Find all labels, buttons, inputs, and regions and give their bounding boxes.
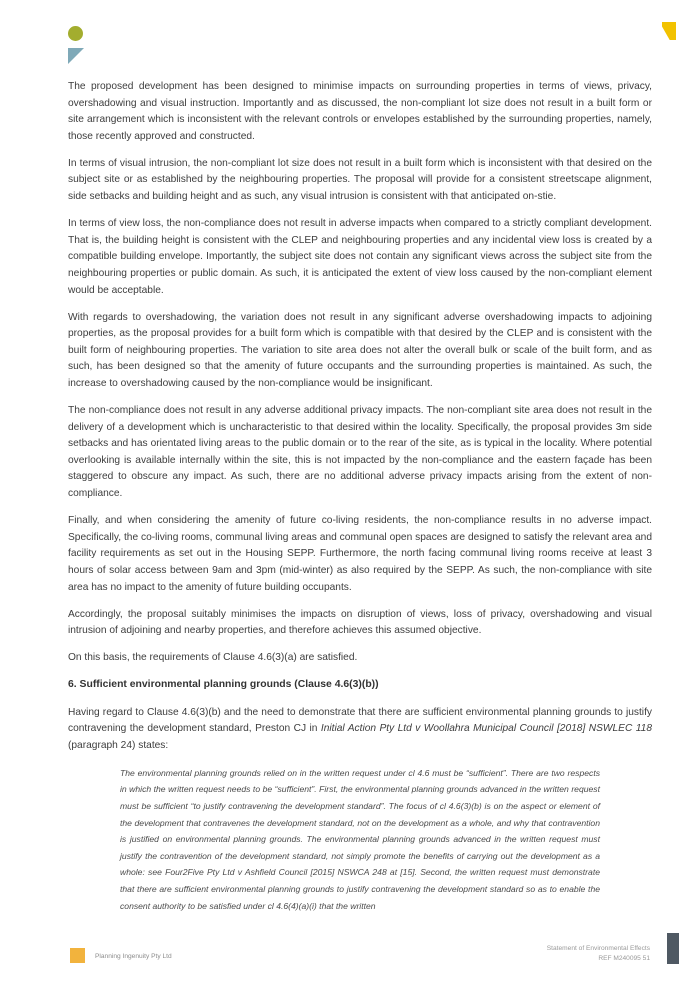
footer-doc-title: Statement of Environmental Effects <box>546 945 650 952</box>
paragraph: The non-compliance does not result in any adverse additional privacy impacts. The non-compliant site area does not result in the delivery of a development which is uncharacteristic to that desired within the locality. Specifically, the proposal provides 3m side setbacks and has orientated living areas to the public domain or to the rear of the site, as is typical in the locality. Where potential overlooking is available internally within the site, this is not impacted by the non-compliance and the eastern façade has been staggered to obscure any impact. As such, there are no additional adverse privacy impacts arising from the extent of non-compliance. <box>68 405 652 500</box>
logo-triangle-icon <box>68 48 84 64</box>
section-heading: 6. Sufficient environmental planning grounds (Clause 4.6(3)(b)) <box>68 679 379 691</box>
intro-text-end: (paragraph 24) states: <box>68 739 169 751</box>
block-quote: The environmental planning grounds relied on in the written request under cl 4.6 must be “sufficient”. There are two respects in which the written request needs to be “sufficient”. First, the environmental planning grounds advanced in the written request must be sufficient “to justify contravening the development standard”. The focus of cl 4.6(3)(b) is on the aspect or element of the development that contravenes the development standard, not on the development as a whole, and why that contravention is justified on environmental planning grounds. The environmental planning grounds advanced in the written request must justify the contravention of the development standard, not simply promote the benefits of carrying out the development as a whole: see Four2Five Pty Ltd v Ashfield Council [2015] NSWCA 248 at [15]. Second, the written request must demonstrate that there are sufficient environmental planning grounds to justify contravening the development standard so as to enable the consent authority to be satisfied under cl 4.6(4)(a)(i) that the written <box>120 767 600 911</box>
footer-company: Planning Ingenuity Pty Ltd <box>95 953 172 960</box>
paragraph: Finally, and when considering the amenity of future co-living residents, the non-compliance results in no adverse impact. Specifically, the co-living rooms, communal living areas and communal open spaces are designed to satisfy the relevant area and facility requirements as set out in the Housing SEPP. Furthermore, the north facing communal living rooms receive at least 3 hours of solar access between 9am and 3pm (mid-winter) as also required by the SEPP. As such, the non-compliance with site area has no impact to the amenity of future building occupants. <box>68 515 652 593</box>
paragraph: In terms of view loss, the non-compliance does not result in adverse impacts when compared to a strictly compliant development. That is, the building height is consistent with the CLEP and neighbouring properties and any incidental view loss is created by a compatible building envelope. Importantly, the subject site does not contain any significant views across the subject site from the neighbouring properties or public domain. As such, it is anticipated the extent of view loss caused by the non-compliant element would be acceptable. <box>68 218 652 296</box>
page-body <box>68 79 652 914</box>
logo-dot-icon <box>68 26 83 41</box>
footer-bar <box>667 933 679 964</box>
paragraph: Accordingly, the proposal suitably minimises the impacts on disruption of views, loss of privacy, overshadowing and visual intrusion of adjoining and nearby properties, and therefore achieves this assumed objective. <box>68 608 652 637</box>
case-citation: Initial Action Pty Ltd v Woollahra Municipal Council [2018] NSWLEC 118 <box>320 723 652 735</box>
paragraph: In terms of visual intrusion, the non-compliant lot size does not result in a built form which is inconsistent with that desired on the subject site or as established by the neighbouring properties. The proposal will provide for a consistent streetscape alignment, side setbacks and building height and as such, any visual intrusion is consistent with that anticipated on-stie. <box>68 157 652 203</box>
paragraph: The proposed development has been designed to minimise impacts on surrounding properties in terms of views, privacy, overshadowing and visual instruction. Importantly and as discussed, the non-compliant lot size does not result in a built form or site arrangement which is inconsistent with the relevant controls or envelopes established by the surrounding properties, namely, those recently approved and constructed. <box>68 81 652 142</box>
corner-accent-icon <box>662 22 676 40</box>
intro-paragraph <box>68 705 652 755</box>
footer-logo-icon <box>70 948 85 963</box>
paragraph: On this basis, the requirements of Clause 4.6(3)(a) are satisfied. <box>68 652 358 664</box>
paragraph: With regards to overshadowing, the variation does not result in any significant adverse overshadowing impacts to adjoining properties, as the proposal provides for a built form which is compatible with that desired by the CLEP and is consistent with the built form of neighbouring properties. The variation to site area does not alter the overall bulk or scale of the built form, and as such, has been designed so that the amenity of future occupants and the surrounding properties is maintained. As such, the increase to overshadowing caused by the non-compliance would be insignificant. <box>68 311 652 389</box>
footer-ref-page: REF M240095 51 <box>598 955 650 962</box>
intro-text: Having regard to Clause 4.6(3)(b) and the need to demonstrate that there are sufficient environmental planning grounds to justify contravening the development standard, Preston CJ in <box>68 706 652 735</box>
footer-doc-info <box>547 944 650 964</box>
